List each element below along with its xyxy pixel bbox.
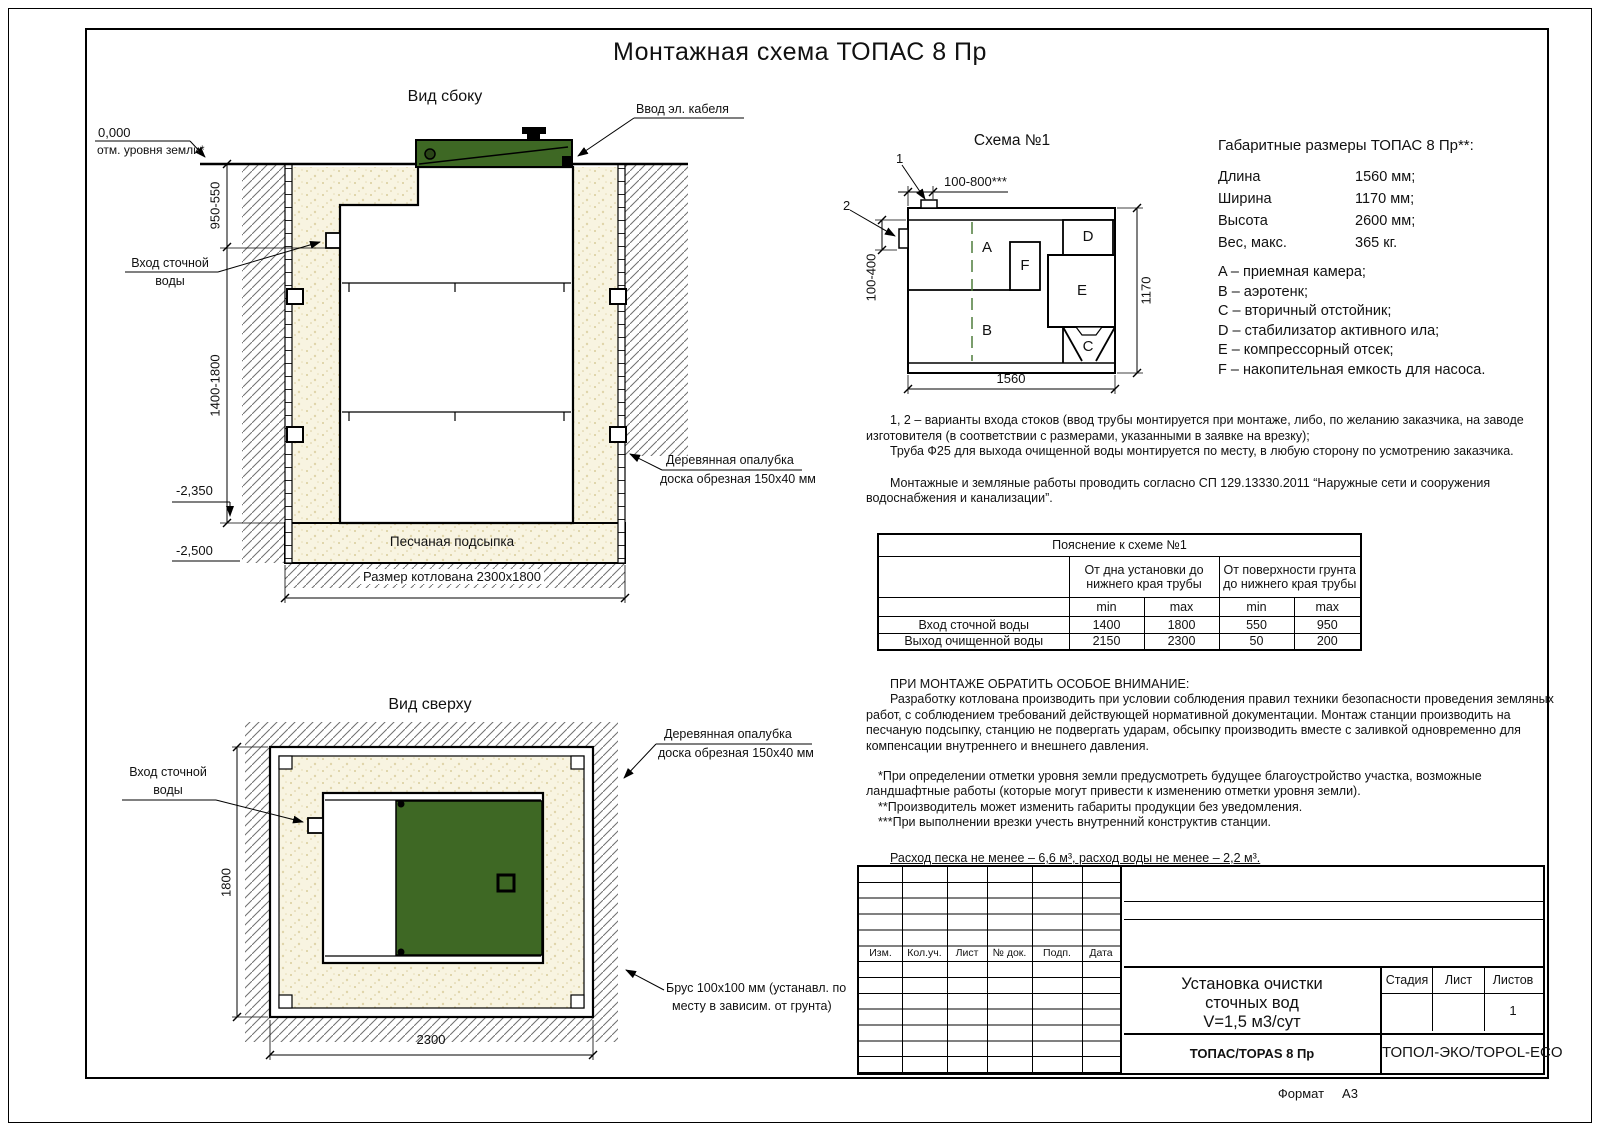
col-kol-uch: Кол.уч. (907, 947, 942, 959)
document-title-line3: V=1,5 м3/сут (1203, 1013, 1301, 1031)
table-cell: 550 (1219, 616, 1294, 633)
table-max-2: max (1294, 597, 1361, 616)
attention-block (866, 677, 1562, 831)
spec-row-width (1218, 191, 1548, 207)
side-view-title: Вид сбоку (407, 88, 483, 105)
sheets-value: 1 (1484, 994, 1541, 1031)
stamp-band-2 (1124, 902, 1543, 920)
schema-inlet-stub-2 (899, 229, 908, 248)
inlet-label-plan-line1: Вход сточной (129, 765, 207, 779)
dim-depth-mid: 1400-1800 (207, 354, 223, 417)
table-cell: 950 (1294, 616, 1361, 633)
stage-label: Стадия (1385, 973, 1429, 987)
level-minus-2350-label: -2,350 (176, 483, 213, 498)
spec-label: Вес, макс. (1218, 235, 1287, 251)
revision-grid (859, 867, 1122, 1073)
table-cell: 200 (1294, 633, 1361, 650)
document-title-line1: Установка очистки (1181, 975, 1323, 993)
formwork-label-plan-line1: Деревянная опалубка (664, 727, 792, 741)
product-name: ТОПАС/TOPAS 8 Пр (1124, 1033, 1380, 1073)
schema-marker2-leader (850, 210, 895, 236)
beam-label-line1: Брус 100х100 мм (устанавл. по (666, 981, 847, 995)
note-outlet-pipe: Труба Ф25 для выхода очищенной воды монтируется по месту, в любую сторону по усмотрению заказчика. (890, 444, 1514, 459)
beam-label-line2: месту в зависим. от грунта) (672, 999, 832, 1013)
schema-dim-1560-label: 1560 (996, 371, 1026, 386)
schema-inlet-stub-1 (921, 200, 937, 208)
legend-item-b: B – аэротенк; (1218, 283, 1308, 300)
tank-outline (340, 167, 573, 523)
schema-explanation-table (877, 533, 1362, 651)
inlet-pipe-stub (326, 233, 340, 248)
formwork-label-line1: Деревянная опалубка (666, 453, 794, 467)
table-min-1: min (1069, 597, 1144, 616)
legend-item-c: C – вторичный отстойник; (1218, 303, 1392, 319)
inlet-pipe-stub-plan (308, 818, 323, 833)
spec-label: Высота (1218, 213, 1268, 229)
table-cell: 1800 (1144, 616, 1219, 633)
spec-label: Ширина (1218, 191, 1272, 207)
chamber-label-b: B (981, 322, 992, 339)
spec-value: 1170 мм; (1355, 191, 1415, 207)
col-list: Лист (955, 947, 979, 959)
company-name: ТОПОЛ-ЭКО/TOPOL-ECO (1380, 1033, 1543, 1073)
table-min-2: min (1219, 597, 1294, 616)
specs-title: Габаритные размеры ТОПАС 8 Пр**: (1218, 137, 1474, 154)
inlet-label-line2: воды (155, 274, 185, 288)
formwork-label-line2: доска обрезная 150х40 мм (660, 472, 816, 486)
table-cell: 2150 (1069, 633, 1144, 650)
stamp-band-3 (1124, 920, 1543, 968)
schema-dim-100-800-label: 100-800*** (944, 174, 1007, 189)
chamber-label-d: D (1082, 228, 1094, 245)
level-zero-note: отм. уровня земли* (97, 143, 205, 157)
table-empty-cell (878, 597, 1069, 616)
document-title (1124, 968, 1380, 1033)
table-row (878, 633, 1361, 650)
sand-bedding-label: Песчаная подсыпка (389, 534, 515, 549)
table-corner-cell (878, 556, 1069, 597)
table-cell: 1400 (1069, 616, 1144, 633)
table-row-label: Выход очищенной воды (878, 633, 1069, 650)
dim-depth-top: 950-550 (207, 181, 223, 230)
cable-entry-label: Ввод эл. кабеля (636, 102, 729, 116)
consumption-note: Расход песка не менее – 6,6 м³, расход воды не менее – 2,2 м³. (890, 851, 1261, 865)
spec-label: Длина (1218, 169, 1261, 185)
revision-grid-header (859, 946, 1120, 962)
table-title: Пояснение к схеме №1 (878, 534, 1361, 556)
footnote-3: ***При выполнении врезки учесть внутренний конструктив станции. (878, 815, 1272, 830)
spec-value: 1560 мм; (1355, 169, 1416, 185)
chamber-legend (1218, 263, 1485, 380)
footnote-2: **Производитель может изменить габариты продукции без уведомления. (878, 799, 1303, 814)
stamp-right-area (1124, 867, 1563, 1073)
legend-item-a: A – приемная камера; (1218, 264, 1366, 280)
top-view-title: Вид сверху (388, 696, 472, 713)
level-minus-2350-mark (172, 502, 230, 516)
table-max-1: max (1144, 597, 1219, 616)
tank-lid (416, 127, 573, 167)
cable-label-leader (578, 118, 744, 156)
sheets-label: Листов (1484, 968, 1541, 993)
chamber-label-a: A (981, 239, 992, 256)
attention-body: Разработку котлована производить при условии соблюдения правил техники безопасности проведения земляных работ, с соблюдением требований действующей нормативной документации. Монтаж станции производить на песчаную подсыпку, станцию не подвергать ударам, обсыпку производить вместе с заливкой одновременно для компенсации внутреннего и внешнего давления. (866, 692, 1554, 753)
title-block (857, 865, 1563, 1075)
col-n-dok: № док. (992, 947, 1027, 959)
document-title-line2: сточных вод (1205, 994, 1299, 1012)
table-cell: 50 (1219, 633, 1294, 650)
sheet-label: Лист (1432, 968, 1484, 993)
spec-row-height (1218, 213, 1548, 229)
inlet-label-line1: Вход сточной (131, 256, 209, 270)
format-value: А3 (1342, 1086, 1358, 1101)
chamber-label-c: C (1082, 338, 1094, 355)
footnotes (866, 769, 1562, 831)
attention-heading: ПРИ МОНТАЖЕ ОБРАТИТЬ ОСОБОЕ ВНИМАНИЕ: (890, 677, 1190, 691)
page-title: Монтажная схема ТОПАС 8 Пр (613, 38, 987, 66)
formwork-label-plan-line2: доска обрезная 150х40 мм (658, 746, 814, 760)
schema-dim-1170-label: 1170 (1138, 276, 1154, 305)
col-izm: Изм. (869, 947, 892, 959)
footnote-1: *При определении отметки уровня земли предусмотреть будущее благоустройство участка, возможные ландшафтные работы (которые могут привести к изменению отметки уровня земли). (866, 769, 1482, 799)
col-podp: Подп. (1043, 947, 1071, 959)
chamber-label-f: F (1020, 257, 1030, 274)
col-data: Дата (1089, 947, 1113, 959)
pit-size-label: Размер котлована 2300х1800 (342, 570, 562, 585)
inlet-label-plan-line2: воды (153, 783, 183, 797)
schema-marker-2: 2 (843, 198, 851, 213)
legend-item-e: E – компрессорный отсек; (1218, 342, 1394, 358)
stage-block (1380, 968, 1543, 1033)
schema-marker-1: 1 (896, 151, 904, 166)
schema-dim-100-400-label: 100-400 (863, 253, 879, 302)
stage-value (1382, 994, 1432, 1031)
table-row-label: Вход сточной воды (878, 616, 1069, 633)
sheet-value (1432, 994, 1484, 1031)
table-cell: 2300 (1144, 633, 1219, 650)
chamber-label-e: E (1076, 282, 1087, 299)
installation-notes (866, 413, 1556, 507)
format-label: Формат (1277, 1086, 1325, 1101)
level-zero-label: 0,000 (98, 125, 131, 140)
legend-item-d: D – стабилизатор активного ила; (1218, 322, 1440, 339)
stage-value-row (1382, 994, 1543, 1031)
level-minus-2500-label: -2,500 (176, 543, 213, 558)
spec-value: 2600 мм; (1355, 213, 1416, 229)
stamp-band-1 (1124, 867, 1543, 902)
schema-title: Схема №1 (973, 132, 1051, 149)
note-sp-standard: Монтажные и земляные работы проводить согласно СП 129.13330.2011 “Наружные сети и сооружения водоснабжения и канализации”. (866, 475, 1491, 506)
dim-1800: 1800 (218, 868, 234, 897)
spec-row-length (1218, 169, 1548, 185)
spec-row-weight (1218, 235, 1548, 251)
table-colgroup-2: От поверхности грунта до нижнего края трубы (1219, 556, 1361, 597)
dim-2300: 2300 (416, 1032, 446, 1047)
legend-item-f: F – накопительная емкость для насоса. (1218, 361, 1486, 378)
beam-label-leader (626, 970, 664, 990)
stage-header-row (1382, 968, 1543, 994)
table-colgroup-1: От дна установки до нижнего края трубы (1069, 556, 1219, 597)
table-row (878, 616, 1361, 633)
spec-value: 365 кг. (1355, 235, 1398, 251)
note-inlet-variants: 1, 2 – варианты входа стоков (ввод трубы монтируется при монтаже, либо, по желанию заказчика, на заводе изготовителя (в соответствии с размерами, указанными в заявке на врезку); (866, 413, 1524, 443)
tank-lid-plan (396, 801, 542, 956)
